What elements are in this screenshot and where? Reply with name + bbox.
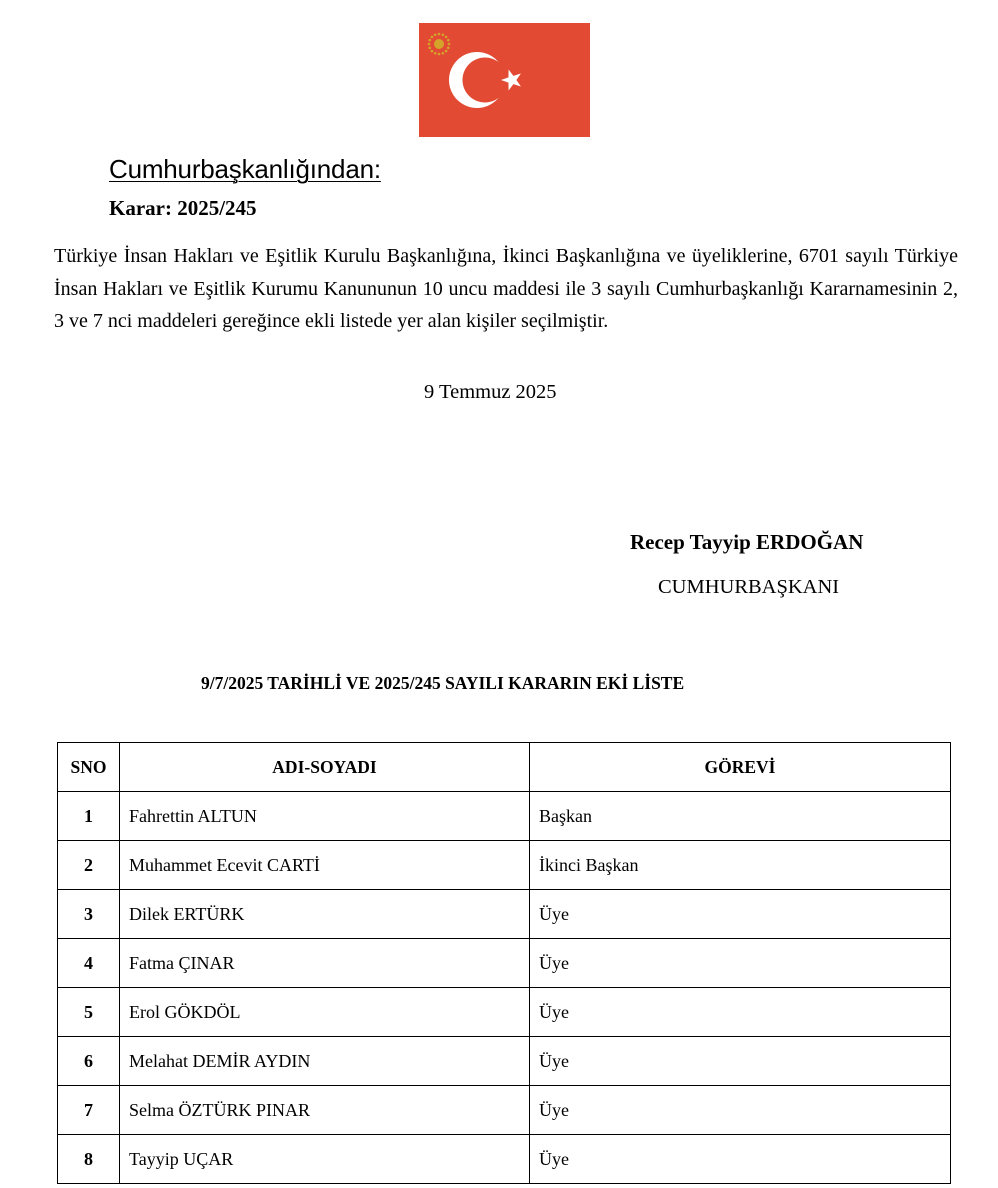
emblem-star-icon (434, 52, 437, 55)
row-name: Fatma ÇINAR (120, 939, 530, 988)
row-sno: 4 (58, 939, 120, 988)
row-sno: 3 (58, 890, 120, 939)
column-header-name: ADI-SOYADI (120, 743, 530, 792)
table-row (58, 939, 951, 988)
annex-list-title: 9/7/2025 TARİHLİ VE 2025/245 SAYILI KARARIN EKİ LİSTE (201, 673, 685, 693)
row-sno: 5 (58, 988, 120, 1037)
emblem-star-icon (445, 36, 448, 39)
decision-date: 9 Temmuz 2025 (424, 381, 557, 403)
emblem-star-icon (428, 47, 431, 50)
row-sno: 2 (58, 841, 120, 890)
column-header-sno: SNO (58, 743, 120, 792)
signer-title: CUMHURBAŞKANI (658, 576, 840, 598)
row-name: Erol GÖKDÖL (120, 988, 530, 1037)
row-name: Selma ÖZTÜRK PINAR (120, 1086, 530, 1135)
emblem-star-icon (445, 50, 448, 53)
table-row (58, 890, 951, 939)
emblem-star-icon (442, 52, 445, 55)
crescent-inner (463, 58, 508, 103)
emblem-star-icon (438, 33, 441, 36)
table-row (58, 792, 951, 841)
row-name: Muhammet Ecevit CARTİ (120, 841, 530, 890)
emblem-star-icon (434, 33, 437, 36)
emblem-star-icon (428, 39, 431, 42)
table-row (58, 988, 951, 1037)
emblem-star-icon (447, 47, 450, 50)
emblem-star-icon (442, 33, 445, 36)
row-role: Üye (530, 1086, 951, 1135)
emblem-star-icon (431, 36, 434, 39)
issuer-heading: Cumhurbaşkanlığından: (109, 154, 381, 184)
table-row (58, 1037, 951, 1086)
row-name: Tayyip UÇAR (120, 1135, 530, 1184)
signer-name: Recep Tayyip ERDOĞAN (630, 530, 864, 554)
row-sno: 7 (58, 1086, 120, 1135)
row-sno: 1 (58, 792, 120, 841)
row-role: Üye (530, 1037, 951, 1086)
emblem-star-icon (438, 53, 441, 56)
row-sno: 6 (58, 1037, 120, 1086)
row-name: Dilek ERTÜRK (120, 890, 530, 939)
emblem-star-icon (428, 43, 431, 46)
emblem-star-icon (447, 39, 450, 42)
row-role: Üye (530, 988, 951, 1037)
row-role: Üye (530, 890, 951, 939)
column-header-role: GÖREVİ (530, 743, 951, 792)
emblem-star-icon (448, 43, 451, 46)
row-name: Melahat DEMİR AYDIN (120, 1037, 530, 1086)
row-role: Üye (530, 1135, 951, 1184)
row-role: İkinci Başkan (530, 841, 951, 890)
table-row (58, 1086, 951, 1135)
table-row (58, 841, 951, 890)
row-sno: 8 (58, 1135, 120, 1184)
turkish-flag-icon (419, 23, 590, 137)
decision-body-text: Türkiye İnsan Hakları ve Eşitlik Kurulu Başkanlığına, İkinci Başkanlığına ve üyeliklerine, 6701 sayılı Türkiye İnsan Hakları ve Eşitlik Kurumu Kanununun 10 uncu maddesi ile 3 sayılı Cumhurbaşkanlığı Kararnamesinin 2, 3 ve 7 nci maddeleri gereğince ekli listede yer alan kişiler seçilmiştir. (54, 245, 958, 332)
emblem-star-icon (431, 50, 434, 53)
row-role: Üye (530, 939, 951, 988)
decision-number: Karar: 2025/245 (109, 196, 257, 220)
members-table (57, 742, 951, 1184)
table-header-row (58, 743, 951, 792)
table-row (58, 1135, 951, 1184)
row-name: Fahrettin ALTUN (120, 792, 530, 841)
row-role: Başkan (530, 792, 951, 841)
